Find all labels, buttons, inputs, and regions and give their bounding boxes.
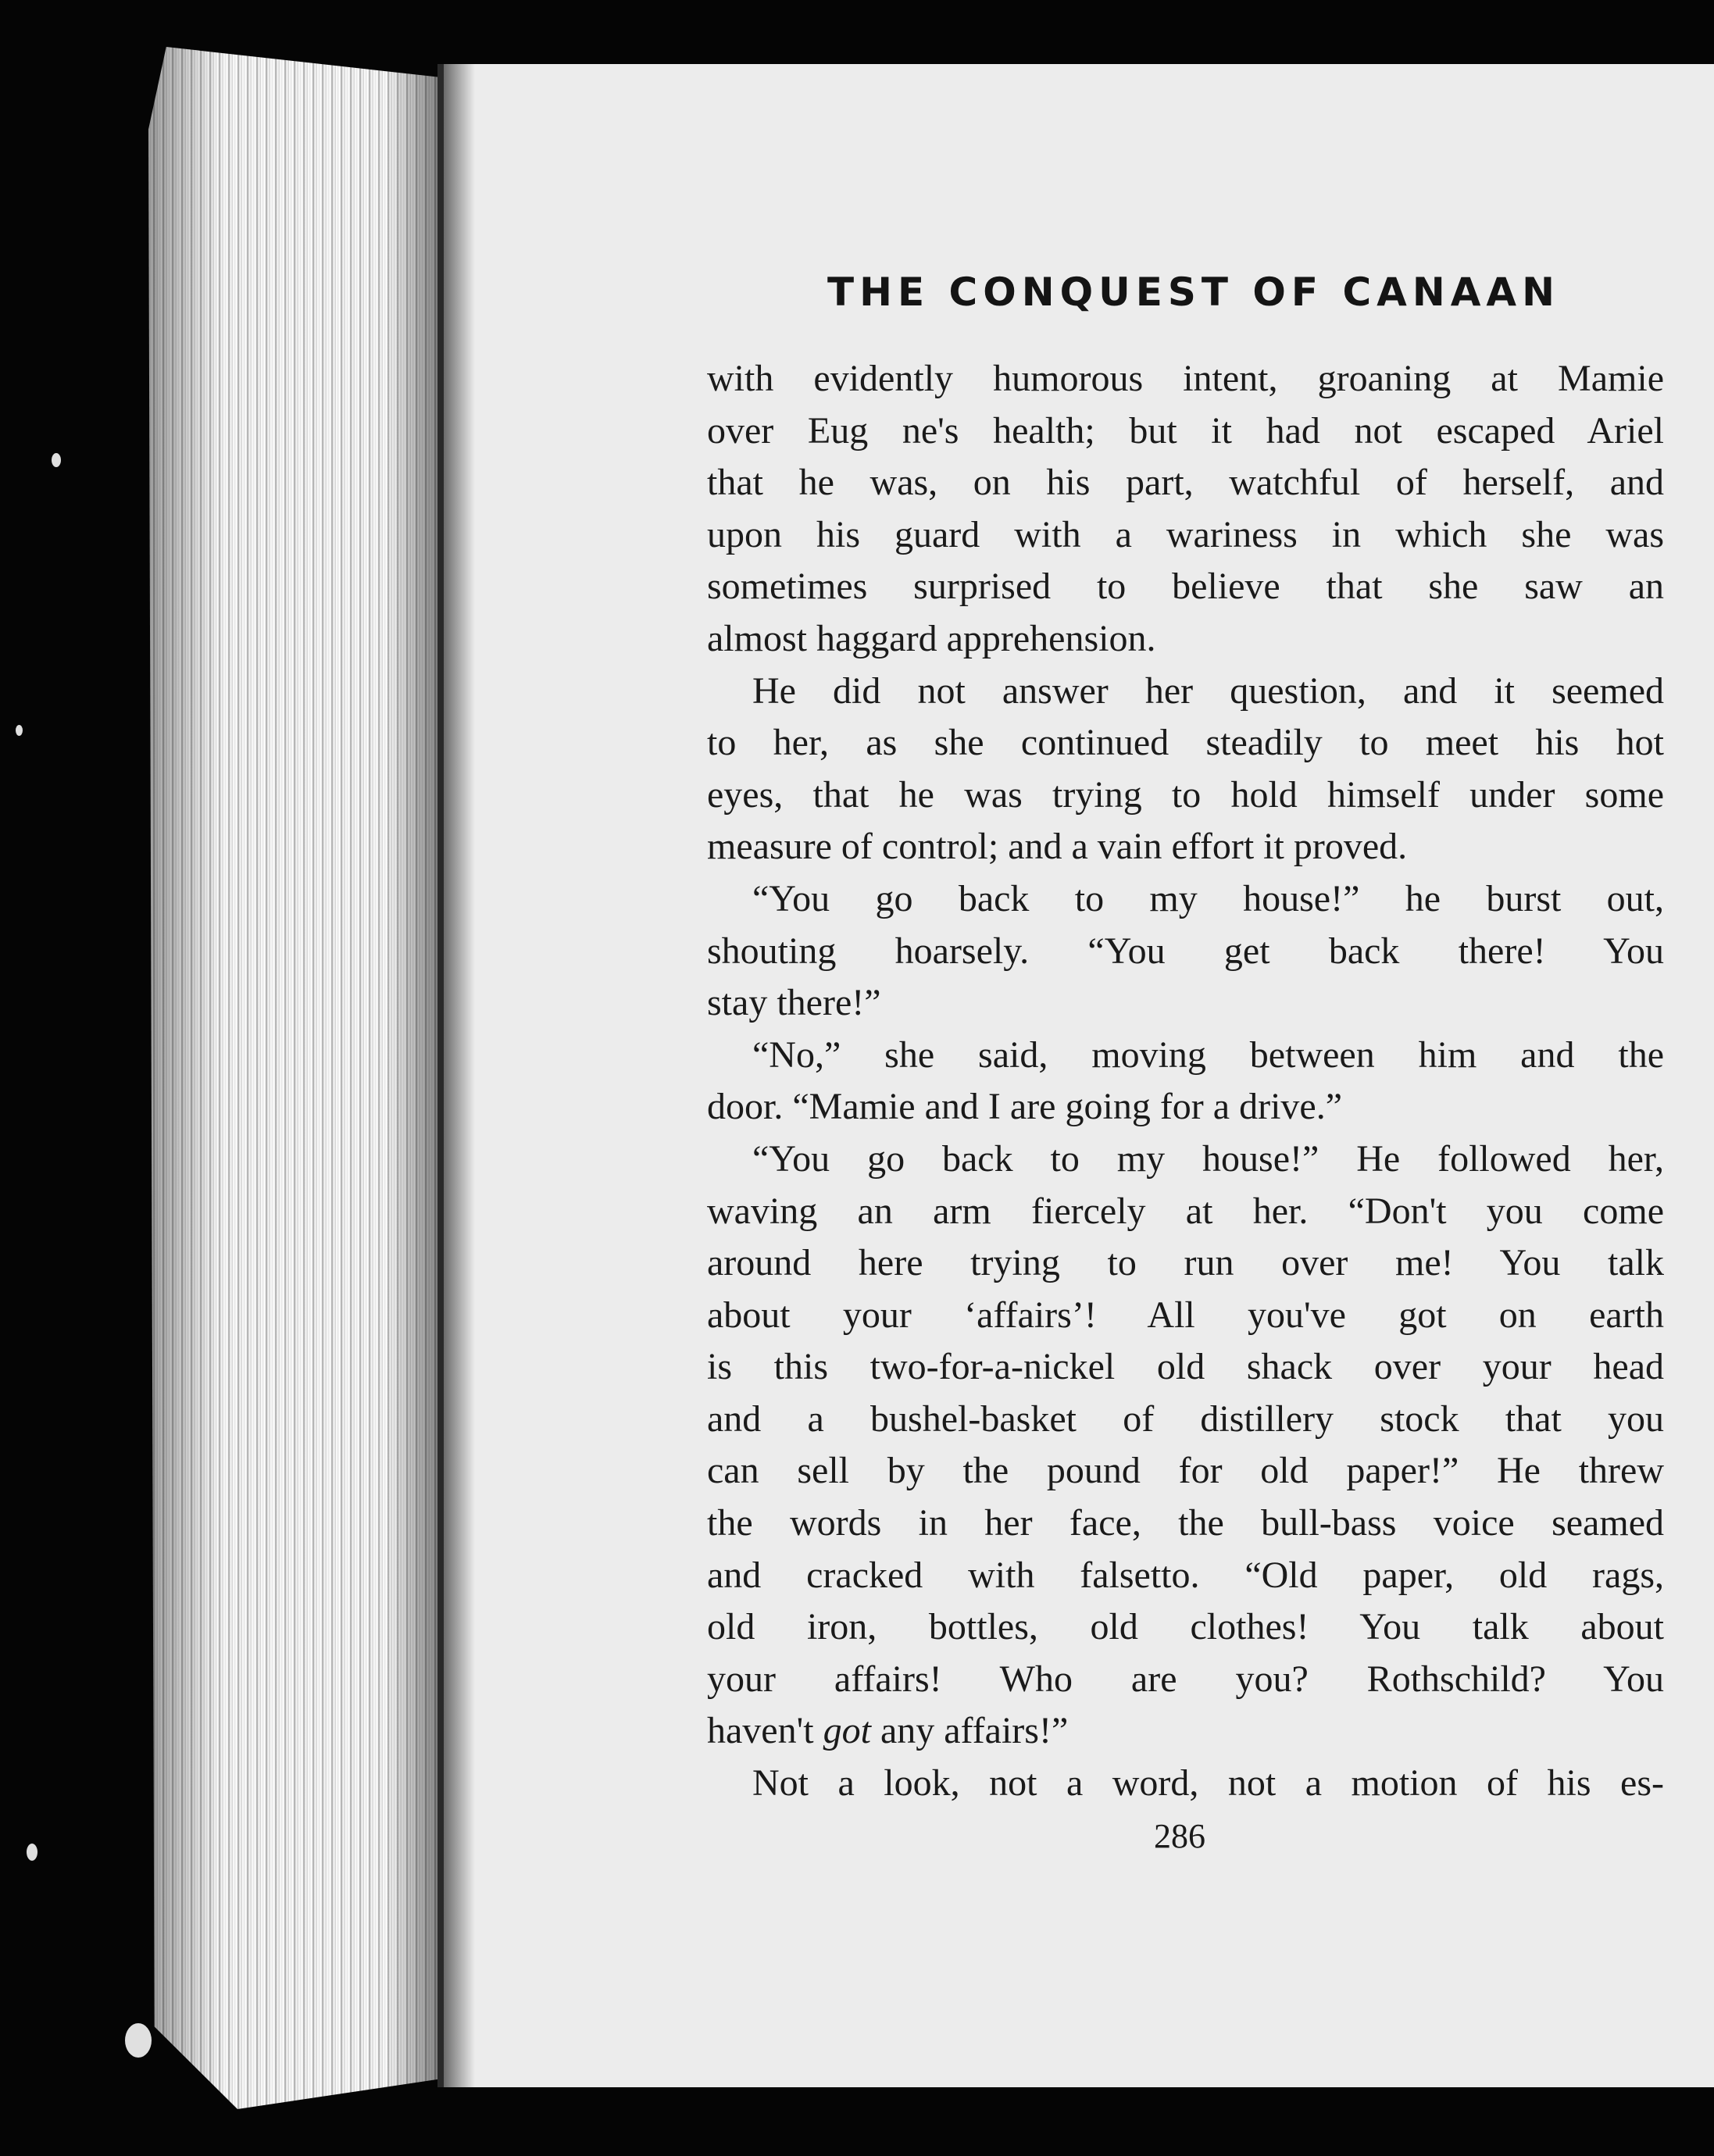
text-fragment: haven't — [707, 1710, 823, 1752]
text-line: shouting hoarsely. “You get back there! You — [707, 930, 1664, 972]
dust-speck — [27, 1844, 37, 1861]
text-line: “No,” she said, moving between him and the — [752, 1033, 1664, 1076]
text-line: around here trying to run over me! You talk — [707, 1242, 1664, 1284]
page-stack-edges — [148, 47, 445, 2109]
page-body — [707, 353, 1664, 1810]
text-line: Not a look, not a word, not a motion of his es- — [752, 1762, 1664, 1804]
text-line: your affairs! Who are you? Rothschild? You — [707, 1658, 1664, 1700]
text-line: “You go back to my house!” he burst out, — [752, 877, 1664, 919]
text-line: waving an arm fiercely at her. “Don't you come — [707, 1190, 1664, 1232]
text-line — [707, 1705, 1664, 1758]
text-line: about your ‘affairs’! All you've got on earth — [707, 1294, 1664, 1336]
text-line: and a bushel-basket of distillery stock that you — [707, 1397, 1664, 1440]
text-line: He did not answer her question, and it seemed — [752, 669, 1664, 712]
text-line: with evidently humorous intent, groaning at Mamie — [707, 358, 1664, 399]
text-line: “You go back to my house!” He followed her, — [752, 1137, 1664, 1180]
text-line: eyes, that he was trying to hold himself under some — [707, 773, 1664, 816]
text-line: can sell by the pound for old paper!” He threw — [707, 1450, 1664, 1492]
dust-speck — [125, 2023, 152, 2058]
text-line: measure of control; and a vain effort it proved. — [707, 826, 1408, 868]
text-line: that he was, on his part, watchful of herself, and — [707, 462, 1664, 504]
italic-word: got — [823, 1710, 871, 1752]
text-line: old iron, bottles, old clothes! You talk about — [707, 1606, 1664, 1648]
text-line: almost haggard apprehension. — [707, 617, 1156, 659]
text-line: is this two-for-a-nickel old shack over your head — [707, 1346, 1664, 1388]
running-head: THE CONQUEST OF CANAAN — [827, 270, 1560, 315]
text-line: sometimes surprised to believe that she saw an — [707, 566, 1664, 608]
page-number: 286 — [1154, 1817, 1205, 1855]
text-line: the words in her face, the bull-bass voice seamed — [707, 1502, 1664, 1544]
dust-speck — [16, 725, 23, 736]
text-line: stay there!” — [707, 982, 881, 1024]
text-line: upon his guard with a wariness in which she was — [707, 513, 1664, 555]
text-fragment: any affairs!” — [870, 1710, 1069, 1752]
text-line: and cracked with falsetto. “Old paper, old rags, — [707, 1554, 1664, 1596]
dust-speck — [52, 453, 61, 467]
text-line: over Eug ne's health; but it had not escaped Ariel — [707, 409, 1664, 452]
text-line: to her, as she continued steadily to meet his hot — [707, 722, 1664, 764]
text-line: door. “Mamie and I are going for a drive.” — [707, 1086, 1343, 1128]
